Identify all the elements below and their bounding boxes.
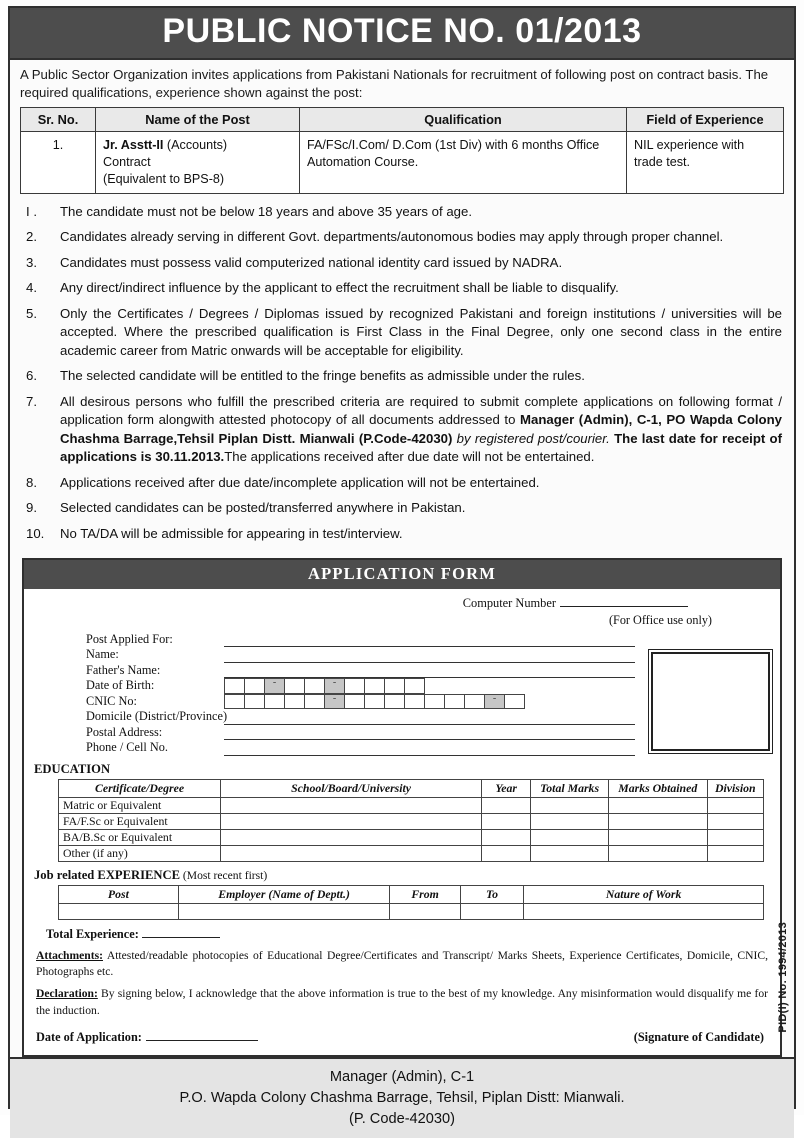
condition-item-1 [22,203,782,221]
dob-separator-5 [324,678,345,694]
experience-heading-normal: (Most recent first) [180,868,268,882]
education-cell-2-1[interactable] [221,829,482,845]
education-header-2: Year [482,779,531,797]
education-cell-2-4[interactable] [608,829,707,845]
dob-cell-7[interactable] [364,678,385,694]
education-cell-1-5[interactable] [707,813,763,829]
education-cell-3-2[interactable] [482,845,531,861]
post-table-header-qualification: Qualification [300,108,627,132]
education-cell-0-5[interactable] [707,797,763,813]
post-row-name-rest: (Accounts) [163,138,228,153]
cnic-cell-2[interactable] [264,694,285,710]
post-table-header-field: Field of Experience [627,108,784,132]
dob-cell-9[interactable] [404,678,425,694]
dob-cell-3[interactable] [284,678,305,694]
pid-number: PID(I) No. 1994/2013 [777,922,789,1033]
condition-text: The candidate must not be below 18 years and above 35 years of age. [60,203,473,219]
condition-text-run: The last date for receipt of applications is 30.11.2013. [60,430,782,465]
condition-text: Any direct/indirect influence by the applicant to effect the recruitment shall be liable to disqualify. [60,280,619,296]
application-form [22,558,782,1057]
education-table-body [59,797,764,861]
post-row-qualification: FA/FSc/I.Com/ D.Com (1st Div) with 6 months Office Automation Course. [300,132,627,194]
form-label-1: Name: [86,647,119,662]
post-table-wrapper [10,107,794,194]
education-cell-3-1[interactable] [221,845,482,861]
education-row-label-3: Other (if any) [59,845,221,861]
table-row [59,813,764,829]
condition-text: Only the Certificates / Degrees / Diplomas issued by recognized Pakistani and foreign institutions / universities will be accepted. Where the prescribed qualification is First Class in the Final Degree, only one second class in the entire academic career from Matric onwards will be acceptable for eligibility. [60,305,782,358]
dob-cell-8[interactable] [384,678,405,694]
signature-row [36,1029,764,1045]
footer-line-2: P.O. Wapda Colony Chashma Barrage, Tehsil, Piplan Distt: Mianwali. [179,1090,625,1107]
experience-table [58,885,764,920]
condition-number: 9. [26,500,37,516]
form-fields-column [224,632,635,756]
computer-number-row [34,595,770,612]
post-table-header-name: Name of the Post [96,108,300,132]
education-header-3: Total Marks [531,779,609,797]
condition-number: 4. [26,280,37,296]
dob-cell-6[interactable] [344,678,365,694]
condition-text [60,394,782,464]
education-heading: EDUCATION [34,761,111,776]
experience-heading [34,868,770,883]
condition-item-4 [22,279,782,297]
total-experience-input[interactable] [142,927,220,938]
post-row-sr: 1. [21,132,96,194]
attachments-label: Attachments: [36,948,103,962]
table-row [59,797,764,813]
education-cell-0-1[interactable] [221,797,482,813]
form-label-2: Father's Name: [86,662,161,677]
cnic-cell-0[interactable] [224,694,245,710]
education-table [58,779,764,862]
intro-paragraph: A Public Sector Organization invites applications from Pakistani Nationals for recruitment of following post on contract basis. The required qualifications, experience shown against the post: [20,66,769,100]
date-of-application-input[interactable] [146,1029,258,1041]
cnic-cell-1[interactable] [244,694,265,710]
experience-header-row [59,885,764,903]
applicant-identity-area [34,632,770,756]
date-of-application-group [36,1029,258,1045]
form-label-6: Postal Address: [86,724,163,739]
attachments-text: Attested/readable photocopies of Educational Degree/Certificates and Transcript/ Marks Sheets, Experience Certificates, Domicile, CNIC, Photographs etc. [36,948,768,978]
cnic-cell-8[interactable] [384,694,405,710]
cnic-cell-4[interactable] [304,694,325,710]
footer-line-1: Manager (Admin), C-1 [329,1069,475,1086]
education-cell-0-3[interactable] [531,797,609,813]
fathers-name-input[interactable] [224,663,635,679]
form-label-0: Post Applied For: [86,631,173,646]
name-input[interactable] [224,647,635,663]
postal-address-input[interactable] [224,725,635,741]
education-cell-0-4[interactable] [608,797,707,813]
table-row [59,903,764,919]
dob-separator-2 [264,678,285,694]
post-table-header-sr: Sr. No. [21,108,96,132]
footer-line-3: (P. Code-42030) [348,1110,455,1127]
cnic-cell-6[interactable] [344,694,365,710]
experience-header-0: Post [59,885,179,903]
experience-table-body [59,903,764,919]
condition-number: 5. [26,305,37,321]
total-experience-row [46,927,770,942]
education-cell-2-5[interactable] [707,829,763,845]
education-cell-3-4[interactable] [608,845,707,861]
conditions-list [10,203,794,550]
condition-text-run: Manager (Admin), C-1, PO Wapda Colony Chashma Barrage,Tehsil Piplan Distt. Mianwali (P.Code-42030) [60,412,782,446]
computer-number-label: Computer Number [462,596,556,611]
education-header-row [59,779,764,797]
cnic-cell-7[interactable] [364,694,385,710]
form-label-3: Date of Birth: [86,678,155,693]
post-row-name-bold: Jr. Asstt-II [103,138,164,153]
condition-item-2 [22,228,782,246]
condition-text-run: All desirous persons who fulfill the prescribed criteria are required to submit complete applications on following format / application form alongwith attested photocopy of all documents addressed to [60,393,782,428]
footer-address [10,1057,794,1138]
condition-number: 10. [26,525,45,541]
cnic-cell-12[interactable] [464,694,485,710]
condition-number: 3. [26,254,37,270]
education-row-label-1: FA/F.Sc or Equivalent [59,813,221,829]
education-cell-3-5[interactable] [707,845,763,861]
condition-text-run: The applications received after due date will not be entertained. [224,449,595,465]
education-row-label-0: Matric or Equivalent [59,797,221,813]
condition-item-3 [22,254,782,272]
cnic-cell-9[interactable] [404,694,425,710]
form-label-7: Phone / Cell No. [86,740,168,755]
office-use-label: (For Office use only) [608,612,712,627]
experience-header-3: To [460,885,523,903]
education-header-0: Certificate/Degree [59,779,221,797]
post-table [20,107,784,194]
date-of-birth-input[interactable] [224,678,635,694]
date-of-application-label: Date of Application: [36,1030,142,1045]
table-row [59,845,764,861]
experience-header-2: From [390,885,461,903]
education-cell-1-2[interactable] [482,813,531,829]
cnic-separator-13 [484,694,505,710]
post-row-name [96,132,300,194]
form-label-5: Domicile (District/Province) [86,709,228,724]
application-form-body [24,589,780,1055]
post-table-header-row [21,108,784,132]
attachments-paragraph [36,948,768,981]
education-cell-3-3[interactable] [531,845,609,861]
table-row [21,132,784,194]
condition-item-5 [22,305,782,360]
education-cell-0-2[interactable] [482,797,531,813]
education-cell-1-4[interactable] [608,813,707,829]
experience-header-1: Employer (Name of Deptt.) [178,885,390,903]
education-cell-1-1[interactable] [221,813,482,829]
condition-text: Candidates already serving in different Govt. departments/autonomous bodies may apply through proper channel. [60,229,724,245]
page-border-frame [8,6,796,1127]
condition-text: Selected candidates can be posted/transferred anywhere in Pakistan. [60,500,466,516]
education-header-1: School/Board/University [221,779,482,797]
phone-input[interactable] [224,740,635,756]
cnic-cell-14[interactable] [504,694,525,710]
condition-number: 2. [26,229,37,245]
post-applied-for-input[interactable] [224,632,635,648]
form-label-4: CNIC No: [86,693,137,708]
declaration-label: Declaration: [36,987,98,1001]
experience-cell-0-2[interactable] [390,903,461,919]
condition-number: 8. [26,474,37,490]
education-header-4: Marks Obtained [608,779,707,797]
experience-cell-0-0[interactable] [59,903,179,919]
dob-cell-1[interactable] [244,678,265,694]
condition-text-run: by registered post/courier. [456,430,615,446]
computer-number-input[interactable] [560,595,688,607]
condition-text: Candidates must possess valid computerized national identity card issued by NADRA. [60,254,563,270]
condition-number: 7. [26,393,37,409]
condition-text: The selected candidate will be entitled to the fringe benefits as admissible under the rules. [60,368,585,384]
declaration-text: By signing below, I acknowledge that the above information is true to the best of my knowledge. Any misinformation would disqualify me for the induction. [36,987,768,1017]
cnic-cell-10[interactable] [424,694,445,710]
condition-text: Applications received after due date/incomplete application will not be entertained. [60,474,540,490]
condition-number: 6. [26,368,37,384]
cnic-cell-11[interactable] [444,694,465,710]
experience-cell-0-3[interactable] [460,903,523,919]
application-form-title: APPLICATION FORM [24,560,780,589]
cnic-separator-5 [324,694,345,710]
condition-item-6 [22,367,782,385]
condition-text: No TA/DA will be admissible for appearing in test/interview. [60,525,403,541]
education-cell-2-3[interactable] [531,829,609,845]
experience-header-4: Nature of Work [524,885,764,903]
education-cell-2-2[interactable] [482,829,531,845]
post-row-field: NIL experience with trade test. [627,132,784,194]
condition-item-7 [22,393,782,467]
post-row-name-line2: Contract [103,155,151,169]
education-cell-1-3[interactable] [531,813,609,829]
condition-item-9 [22,499,782,517]
condition-item-8 [22,474,782,492]
education-row-label-2: BA/B.Sc or Equivalent [59,829,221,845]
office-use-photo-box [651,652,770,751]
signature-label: (Signature of Candidate) [633,1030,764,1045]
table-row [59,829,764,845]
domicile-input[interactable] [224,709,635,725]
education-header-5: Division [707,779,763,797]
cnic-cell-3[interactable] [284,694,305,710]
page-title: PUBLIC NOTICE NO. 01/2013 [10,8,794,60]
experience-cell-0-4[interactable] [524,903,764,919]
declaration-paragraph [36,986,768,1019]
experience-cell-0-1[interactable] [178,903,390,919]
condition-number: I . [26,203,37,219]
cnic-input[interactable] [224,694,635,710]
total-experience-label: Total Experience: [46,926,139,941]
experience-heading-bold: Job related EXPERIENCE [34,867,181,882]
form-labels-column [34,631,228,756]
condition-item-10 [22,525,782,543]
dob-cell-0[interactable] [224,678,245,694]
post-row-name-line3: (Equivalent to BPS-8) [103,171,225,186]
dob-cell-4[interactable] [304,678,325,694]
